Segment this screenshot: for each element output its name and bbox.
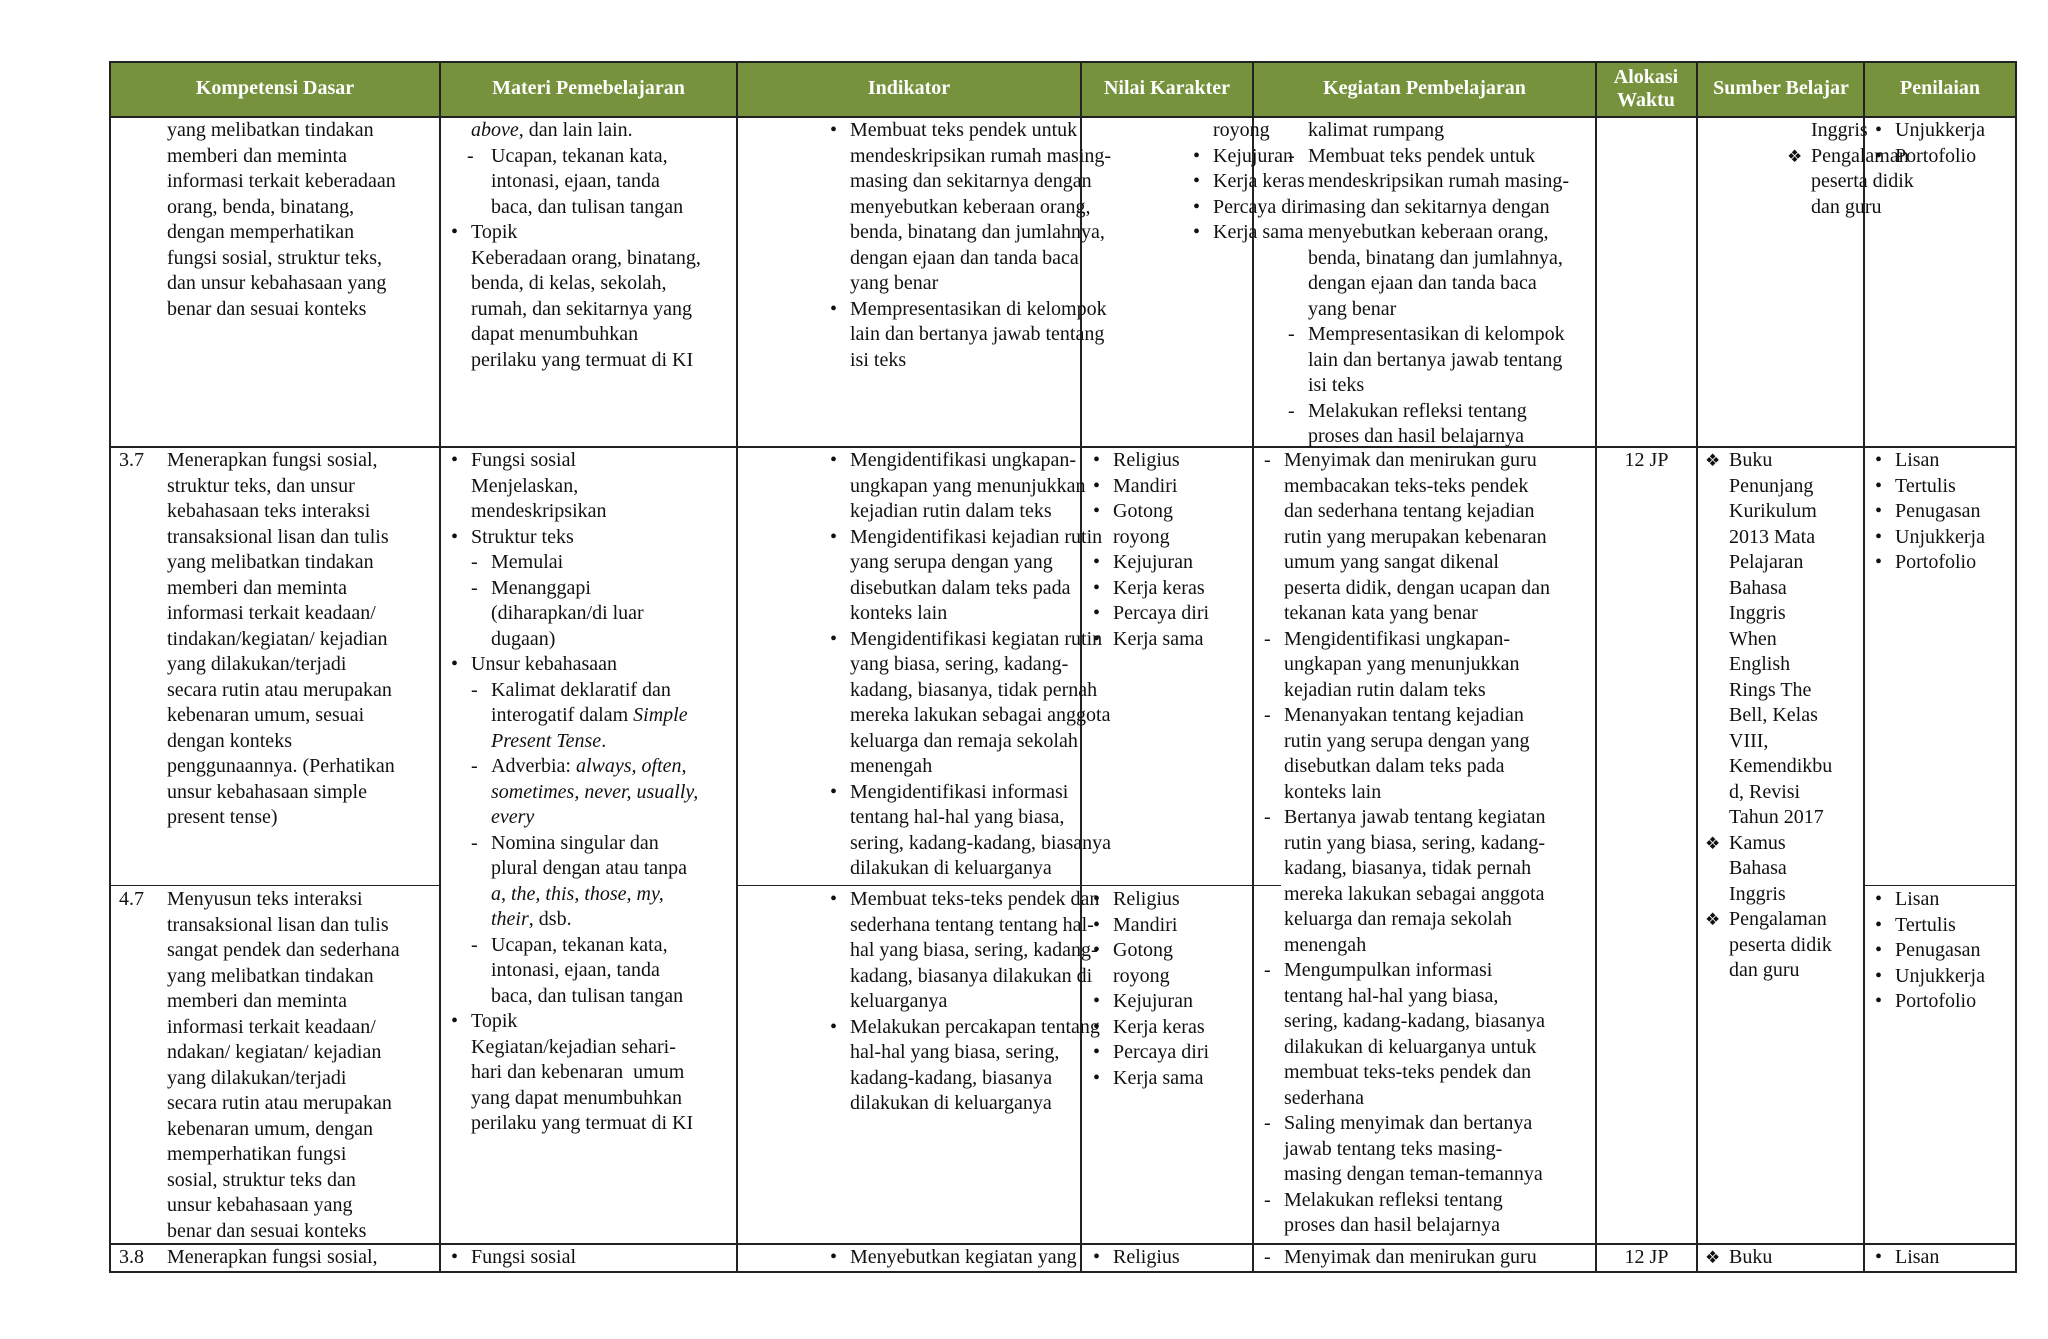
penilaian-item: • Tertulis <box>1871 913 2015 939</box>
row1-materi: above, dan lain lain. - Ucapan, tekanan kata, intonasi, ejaan, tanda baca, dan tulisan tangan • Topik Keberadaan orang, binatang, benda, di kelas, sekolah, rumah, dan sekitarnya yang dapat menumbuhkan perilaku yang termuat di KI <box>471 118 733 373</box>
nilai-karakter-item: • Kerja sama <box>1089 627 1249 653</box>
kegiatan-item: - Melakukan refleksi tentang proses dan hasil belajarnya <box>1284 399 1594 450</box>
materi-topik-line: benda, di kelas, sekolah, <box>471 272 667 294</box>
nilai-karakter-item: • Kerja sama <box>1089 1066 1249 1092</box>
nilai-karakter-item: • Religius <box>1089 448 1249 474</box>
kd-text-line: memperhatikan fungsi <box>167 1143 347 1165</box>
row3-materi: • Fungsi sosial <box>447 1245 735 1271</box>
materi-topik-line: perilaku yang termuat di KI <box>471 348 694 371</box>
materi-line: Kegiatan/kejadian sehari- <box>471 1035 676 1058</box>
row2-nilai-b <box>1089 887 1249 1091</box>
row1-kompetensi <box>167 118 437 322</box>
nilai-karakter-item: • Kerja keras <box>1089 576 1249 602</box>
kd-text-line: Menyusun teks interaksi <box>167 888 363 910</box>
kegiatan-item: - Mempresentasikan di kelompok lain dan bertanya jawab tentang isi teks <box>1284 322 1594 399</box>
materi-topik-line: dapat menumbuhkan <box>471 323 639 345</box>
nilai-karakter-item: • Percaya diri <box>1189 195 1353 221</box>
kd-text-line: memberi dan meminta <box>167 144 347 167</box>
kd-text-line: yang melibatkan tindakan <box>167 119 374 141</box>
kegiatan-item: - Menanyakan tentang kejadian rutin yang serupa dengan yang disebutkan dalam teks pada konteks lain <box>1260 703 1594 805</box>
kegiatan-item: - Mengumpulkan informasi tentang hal-hal yang biasa, sering, kadang-kadang, biasanya dilakukan di keluarganya untuk membuat teks-teks pendek dan sederhana <box>1260 958 1594 1111</box>
row2-penilaian-a <box>1871 448 2015 576</box>
row3-alokasi: 12 JP <box>1624 1246 1669 1268</box>
materi-sub-item: - Menanggapi (diharapkan/di luar dugaan) <box>471 576 644 650</box>
kd-text-line: kebenaran umum, dengan <box>167 1117 374 1140</box>
kd-text-line: transaksional lisan dan tulis <box>167 525 389 548</box>
row2-nilai-a <box>1089 448 1249 652</box>
kd-text-line: informasi terkait keadaan/ <box>167 602 376 624</box>
row2-materi <box>447 448 735 1137</box>
kd-text-line: transaksional lisan dan tulis <box>167 913 389 936</box>
materi-line: mendeskripsikan <box>471 500 607 522</box>
nilai-karakter-item: • Kerja keras <box>1089 1015 1249 1041</box>
header-kegiatan: Kegiatan Pembelajaran <box>1323 77 1526 99</box>
kd-text-line: benar dan sesuai konteks <box>167 297 367 320</box>
nilai-karakter-item: • Religius <box>1089 887 1249 913</box>
penilaian-item: • Lisan <box>1871 887 2015 913</box>
kd-text-line: penggunaannya. (Perhatikan <box>167 755 395 777</box>
penilaian-item: • Unjukkerja <box>1871 964 2015 990</box>
row3-sumber: ❖ Buku <box>1705 1245 1863 1271</box>
indikator-item: • Melakukan percakapan tentang hal-hal yang biasa, sering, kadang-kadang, biasanya dilakukan di keluarganya <box>826 1015 1078 1117</box>
materi-sub-item: - Kalimat deklaratif dan interogatif dalam Simple Present Tense. <box>471 678 688 752</box>
nilai-karakter-item: • Kejujuran <box>1089 989 1249 1015</box>
kd-text-line: dengan konteks <box>167 729 292 752</box>
materi-line: yang dapat menumbuhkan <box>471 1086 683 1109</box>
row3-indikator: • Menyebutkan kegiatan yang <box>826 1245 1078 1271</box>
penilaian-item: • Penugasan <box>1871 938 2015 964</box>
kd-text-line: fungsi sosial, struktur teks, <box>167 246 382 269</box>
materi-line: perilaku yang termuat di KI <box>471 1112 694 1134</box>
indikator-item: • Mengidentifikasi ungkapan- ungkapan yang menunjukkan kejadian rutin dalam teks <box>826 448 1078 525</box>
penilaian-item: • Unjukkerja <box>1871 118 2015 144</box>
row2-sumber <box>1705 448 1863 984</box>
kd-text-line: informasi terkait keberadaan <box>167 170 396 192</box>
nilai-karakter-item: • Mandiri <box>1089 474 1249 500</box>
row2-indikator-a <box>826 448 1112 882</box>
materi-bullet: • Fungsi sosial <box>451 449 577 471</box>
kegiatan-item: - Mengidentifikasi ungkapan- ungkapan yang menunjukkan kejadian rutin dalam teks <box>1260 627 1594 704</box>
materi-bullet: • Topik <box>451 1010 518 1032</box>
nilai-karakter-item: • Kejujuran <box>1089 550 1249 576</box>
lesson-plan-table: Kompetensi Dasar Materi Pemebelajaran Indikator Nilai Karakter Kegiatan Pembelajaran Alokasi Waktu Sumber Belajar Penilaian yang melibatkan tindakan memberi dan meminta informasi terkait keberadaan orang, benda, binatang, dengan memperhatikan fungsi sosial, struktur teks, dan unsur kebahasaan yang benar dan sesuai konteks above, dan lain lain. - Ucapan, tekanan kata, intonasi, ejaan, tanda baca, dan tulisan tangan • Topik Keberadaan orang, binatang, benda, di kelas, sekolah, rumah, dan sekitarnya yang dapat menumbuhkan perilaku yang termuat di KI • Membuat teks pendek untuk mendeskripsikan rumah masing- masing dan sekitarnya dengan menyebutkan keberaan orang, benda, binatang dan jumlahnya, dengan ejaan dan tanda baca yang benar • Mempresentasikan di kelompok lain dan bertanya jawab tentang isi teks royong • Kejujuran • Kerja keras • Percaya diri • Kerja sama kalimat rumpang - Membuat teks pendek untuk mendeskripsikan rumah masing- masing dan sekitarnya dengan menyebutkan keberaan orang, benda, binatang dan jumlahnya, dengan ejaan dan tanda baca yang benar - Mempresentasikan di kelompok lain dan bertanya jawab tentang isi teks - Melakukan refleksi tentang proses dan hasil belajarnya Inggris ❖ Pengalaman peserta didik dan guru • Unjukkerja • Portofolio 3.7 Menerapkan fungsi sosial, struktur teks, dan unsur kebahasaan teks interaksi transaksional lisan dan tulis yang melibatkan tindakan memberi dan meminta informasi terkait keadaan/ tindakan/kegiatan/ kejadian yang dilakukan/terjadi secara rutin atau merupakan kebenaran umum, sesuai dengan konteks penggunaannya. (Perhatikan unsur kebahasaan simple present tense) 4.7 Menyusun teks interaksi transaksional lisan dan tulis sangat pendek dan sederhana yang melibatkan tindakan memberi dan meminta informasi terkait keadaan/ ndakan/ kegiatan/ kejadian yang dilakukan/terjadi secara rutin atau merupakan kebenaran umum, dengan memperhatikan fungsi sosial, struktur teks dan unsur kebahasaan yang benar dan sesuai konteks • Fungsi sosial Menjelaskan, mendeskripsikan • Struktur teks - Memulai - Menanggapi (diharapkan/di luar dugaan) • Unsur kebahasaan - Kalimat deklaratif dan interogatif dalam Simple Present Tense. - Adverbia: always, often, sometimes, never, usually, every - Nomina singular dan plural dengan atau tanpa a, the, this, those, my, their, dsb. - Ucapan, tekanan kata, intonasi, ejaan, tanda baca, dan tulisan tangan • Topik Kegiatan/kejadian sehari- hari dan kebenaran umum yang dapat menumbuhkan perilaku yang termuat di KI • Mengidentifikasi ungkapan- ungkapan yang menunjukkan kejadian rutin dalam teks • Mengidentifikasi kejadian rutin yang serupa dengan yang disebutkan dalam teks pada konteks lain • Mengidentifikasi kegiatan rutin yang biasa, sering, kadang- kadang, biasanya, tidak pernah mereka lakukan sebagai anggota keluarga dan remaja sekolah menengah • Mengidentifikasi informasi tentang hal-hal yang biasa, sering, kadang-kadang, biasanya dilakukan di keluarganya • Membuat teks-teks pendek dan sederhana tentang tentang hal- hal yang biasa, sering, kadang- kadang, biasanya dilakukan di keluarganya • Melakukan percakapan tentang hal-hal yang biasa, sering, kadang-kadang, biasanya dilakukan di keluarganya • Religius • Mandiri • Gotong royong • Kejujuran • Kerja keras • Percaya diri • Kerja sama • Religius • Mandiri • Gotong royong • Kejujuran • Kerja keras • Percaya diri • Kerja sama - Menyimak dan menirukan guru membacakan teks-teks pendek dan sederhana tentang kejadian rutin yang merupakan kebenaran umum yang sangat dikenal peserta didik, dengan ucapan dan tekanan kata yang benar - Mengidentifikasi ungkapan- ungkapan yang menunjukkan kejadian rutin dalam teks - Menanyakan tentang kejadian rutin yang serupa dengan yang disebutkan dalam teks pada konteks lain - Bertanya jawab tentang kegiatan rutin yang biasa, sering, kadang- kadang, biasanya, tidak pernah mereka lakukan sebagai anggota keluarga dan remaja sekolah menengah - Mengumpulkan informasi tentang hal-hal yang biasa, sering, kadang-kadang, biasanya dilakukan di keluarganya untuk membuat teks-teks pendek dan sederhana - Saling menyimak dan bertanya jawab tentang teks masing- masing dengan teman-temannya - Melakukan refleksi tentang proses dan hasil belajarnya 12 JP ❖ Buku Penunjang Kurikulum 2013 Mata Pelajaran Bahasa Inggris When English Rings The Bell, Kelas VIII, Kemendikbu d, Revisi Tahun 2017 ❖ Kamus Bahasa Inggris ❖ Pengalaman peserta didik dan guru • Lisan • Tertulis • Penugasan • Unjukkerja • Portofolio • Lisan • Tertulis • Penugasan • Unjukkerja • Portofolio 3.8 Menerapkan fungsi sosial, • Fungsi sosial • Menyebutkan kegiatan yang • Religius - Menyimak dan menirukan guru 12 JP ❖ Buku • Lisan <box>109 61 2017 1273</box>
nilai-karakter-item: • Gotong royong <box>1089 938 1249 989</box>
materi-line: hari dan kebenaran umum <box>471 1061 685 1083</box>
header-indikator: Indikator <box>867 77 951 99</box>
kd-text-line: secara rutin atau merupakan <box>167 1092 392 1114</box>
kd-text-line: dengan memperhatikan <box>167 221 355 243</box>
kd-text-line: yang melibatkan tindakan <box>167 964 374 987</box>
materi-sub-item: - Ucapan, tekanan kata, intonasi, ejaan, tanda baca, dan tulisan tangan <box>447 144 733 221</box>
nilai-karakter-item: • Percaya diri <box>1089 601 1249 627</box>
header-kompetensi-dasar: Kompetensi Dasar <box>195 77 355 99</box>
indikator-item: • Mengidentifikasi kegiatan rutin yang biasa, sering, kadang- kadang, biasanya, tidak pernah mereka lakukan sebagai anggota keluarga dan remaja sekolah menengah <box>826 627 1078 780</box>
kd-text-line: orang, benda, binatang, <box>167 195 355 218</box>
kd-text-line: sosial, struktur teks dan <box>167 1168 356 1191</box>
nilai-karakter-item: • Mandiri <box>1089 913 1249 939</box>
row2-kegiatan <box>1260 448 1594 1239</box>
header-penilaian: Penilaian <box>1899 77 1980 99</box>
materi-sub-item: - Adverbia: always, often, sometimes, never, usually, every <box>471 755 699 828</box>
kd-text-line: struktur teks, dan unsur <box>167 474 355 497</box>
materi-bullet: • Unsur kebahasaan <box>451 653 618 675</box>
materi-topik-line: rumah, dan sekitarnya yang <box>471 297 693 320</box>
row2-alokasi: 12 JP <box>1624 449 1669 471</box>
header-sumber-belajar: Sumber Belajar <box>1713 77 1849 99</box>
kegiatan-item: - Membuat teks pendek untuk mendeskripsikan rumah masing- masing dan sekitarnya dengan menyebutkan keberaan orang, benda, binatang dan jumlahnya, dengan ejaan dan tanda baca yang benar <box>1284 144 1594 323</box>
kd-text-line: memberi dan meminta <box>167 576 347 599</box>
materi-sub-item: - Nomina singular dan plural dengan atau tanpa a, the, this, those, my, their, dsb. <box>471 831 688 930</box>
row1-sumber: Inggris ❖ Pengalaman peserta didik dan guru <box>1811 118 1911 220</box>
kd-text-line: tindakan/kegiatan/ kejadian <box>167 627 388 650</box>
kd-text-line: benar dan sesuai konteks <box>167 1219 367 1242</box>
sumber-item: ❖ Kamus Bahasa Inggris <box>1705 831 1863 908</box>
kd-text-line: memberi dan meminta <box>167 990 347 1012</box>
kd-text-line: present tense) <box>167 806 278 828</box>
kd-text-line: Menerapkan fungsi sosial, <box>167 449 378 471</box>
kd-text-line: informasi terkait keadaan/ <box>167 1015 376 1038</box>
row1-nilai-karakter: royong • Kejujuran • Kerja keras • Percaya diri • Kerja sama <box>1213 118 1353 246</box>
indikator-item: • Mempresentasikan di kelompok lain dan bertanya jawab tentang isi teks <box>826 297 1190 374</box>
kd-text-line: yang dilakukan/terjadi <box>167 653 347 675</box>
sumber-item: ❖ Buku Penunjang Kurikulum 2013 Mata Pelajaran Bahasa Inggris When English Rings The Bell, Kelas VIII, Kemendikbu d, Revisi Tahun 2017 <box>1705 448 1863 831</box>
nilai-karakter-item: • Percaya diri <box>1089 1040 1249 1066</box>
header-nilai-karakter: Nilai Karakter <box>1103 77 1231 99</box>
kd-text-line: yang dilakukan/terjadi <box>167 1066 347 1089</box>
indikator-item: • Mengidentifikasi kejadian rutin yang serupa dengan yang disebutkan dalam teks pada konteks lain <box>826 525 1078 627</box>
penilaian-item: • Tertulis <box>1871 474 2015 500</box>
kd-text-line: sangat pendek dan sederhana <box>167 939 400 961</box>
kd-text-line: unsur kebahasaan yang <box>167 1194 353 1216</box>
row1-kegiatan: kalimat rumpang - Membuat teks pendek untuk mendeskripsikan rumah masing- masing dan sekitarnya dengan menyebutkan keberaan orang, benda, binatang dan jumlahnya, dengan ejaan dan tanda baca yang benar - Mempresentasikan di kelompok lain dan bertanya jawab tentang isi teks - Melakukan refleksi tentang proses dan hasil belajarnya <box>1284 118 1594 450</box>
kd-text-line: kebenaran umum, sesuai <box>167 704 365 726</box>
header-alokasi-waktu: Alokasi Waktu <box>1613 65 1679 111</box>
sumber-item: ❖ Pengalaman peserta didik dan guru <box>1787 144 1911 221</box>
penilaian-item: • Lisan <box>1871 448 2015 474</box>
penilaian-item: • Penugasan <box>1871 499 2015 525</box>
penilaian-item: • Portofolio <box>1871 144 2015 170</box>
nilai-karakter-item: • Kerja keras <box>1189 169 1353 195</box>
kd-text-line: dan unsur kebahasaan yang <box>167 272 387 294</box>
row1-penilaian <box>1871 118 2015 169</box>
kegiatan-item: - Menyimak dan menirukan guru membacakan teks-teks pendek dan sederhana tentang kejadian rutin yang merupakan kebenaran umum yang sangat dikenal peserta didik, dengan ucapan dan tekanan kata yang benar <box>1260 448 1594 627</box>
materi-sub-item: - Memulai <box>471 551 564 573</box>
materi-line: Menjelaskan, <box>471 474 579 497</box>
indikator-item: • Mengidentifikasi informasi tentang hal-hal yang biasa, sering, kadang-kadang, biasanya dilakukan di keluarganya <box>826 780 1078 882</box>
kegiatan-item: - Melakukan refleksi tentang proses dan hasil belajarnya <box>1260 1188 1594 1239</box>
kd-text-line: yang melibatkan tindakan <box>167 551 374 573</box>
penilaian-item: • Portofolio <box>1871 550 2015 576</box>
indikator-item: • Membuat teks-teks pendek dan sederhana tentang tentang hal- hal yang biasa, sering, kadang- kadang, biasanya dilakukan di keluarganya <box>826 887 1078 1015</box>
materi-bullet: • Struktur teks <box>451 525 574 548</box>
nilai-karakter-item: • Kejujuran <box>1189 144 1353 170</box>
penilaian-item: • Unjukkerja <box>1871 525 2015 551</box>
row2-indikator-b <box>826 887 1100 1117</box>
penilaian-item: • Portofolio <box>1871 989 2015 1015</box>
row3-penilaian: • Lisan <box>1871 1245 2015 1271</box>
materi-sub-item: - Ucapan, tekanan kata, intonasi, ejaan, tanda baca, dan tulisan tangan <box>471 933 684 1007</box>
kd-text-line: unsur kebahasaan simple <box>167 780 367 803</box>
kd-text-line: secara rutin atau merupakan <box>167 678 392 701</box>
indikator-item: • Membuat teks pendek untuk mendeskripsikan rumah masing- masing dan sekitarnya dengan menyebutkan keberaan orang, benda, binatang dan jumlahnya, dengan ejaan dan tanda baca yang benar <box>826 118 1190 297</box>
kegiatan-item: - Saling menyimak dan bertanya jawab tentang teks masing- masing dengan teman-temannya <box>1260 1111 1594 1188</box>
header-materi: Materi Pemebelajaran <box>492 77 685 99</box>
sumber-item: ❖ Pengalaman peserta didik dan guru <box>1705 907 1863 984</box>
kd-text-line: kebahasaan teks interaksi <box>167 500 371 522</box>
kegiatan-item: - Bertanya jawab tentang kegiatan rutin yang biasa, sering, kadang- kadang, biasanya, tidak pernah mereka lakukan sebagai anggota keluarga dan remaja sekolah menengah <box>1260 805 1594 958</box>
row2-penilaian-b <box>1871 887 2015 1015</box>
row3-nilai: • Religius <box>1089 1245 1249 1271</box>
row1-indikator <box>850 118 1190 373</box>
kd-text-line: ndakan/ kegiatan/ kejadian <box>167 1041 382 1063</box>
materi-topik-line: Keberadaan orang, binatang, <box>471 246 701 269</box>
nilai-karakter-item: • Kerja sama <box>1189 220 1353 246</box>
row3-kegiatan: - Menyimak dan menirukan guru <box>1260 1245 1594 1271</box>
nilai-karakter-item: • Gotong royong <box>1089 499 1249 550</box>
